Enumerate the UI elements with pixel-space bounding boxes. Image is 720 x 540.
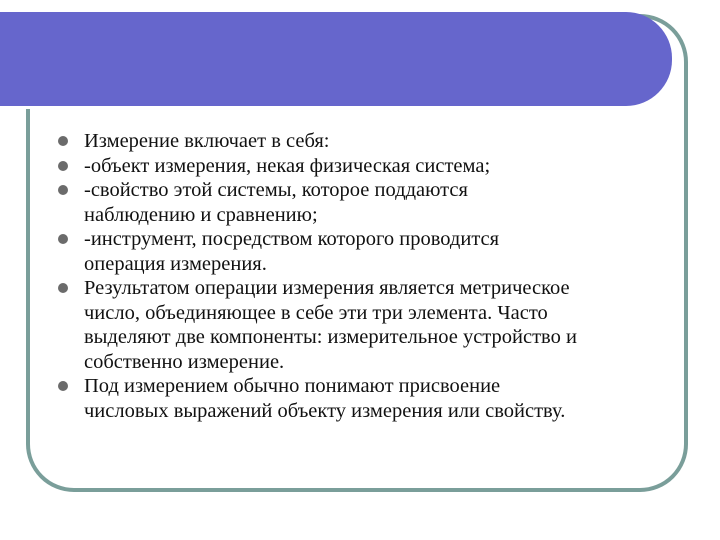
bullet-text: -инструмент, посредством которого проводится операция измерения. (84, 228, 500, 275)
title-banner (0, 12, 672, 106)
bullet-item (56, 374, 686, 423)
bullet-text: -свойство этой системы, которое поддаются наблюдению и сравнению; (84, 179, 468, 226)
bullet-dot-icon (58, 161, 68, 171)
bullet-dot-icon (58, 234, 68, 244)
bullet-text: Под измерением обычно понимают присвоение числовых выражений объекту измерения или свойству. (84, 375, 566, 422)
bullet-text: Измерение включает в себя: (84, 130, 330, 152)
bullet-list (56, 129, 686, 423)
bullet-dot-icon (58, 185, 68, 195)
bullet-dot-icon (58, 283, 68, 293)
bullet-text: Результатом операции измерения является метрическое число, объединяющее в себе эти три элемента. Часто выделяют две компоненты: измерительное устройство и собственно измерение. (84, 277, 577, 373)
bullet-dot-icon (58, 136, 68, 146)
bullet-item (56, 227, 686, 276)
banner-underline (0, 106, 634, 109)
bullet-dot-icon (58, 381, 68, 391)
bullet-text: -объект измерения, некая физическая система; (84, 154, 491, 177)
bullet-item (56, 178, 686, 227)
bullet-item (56, 276, 686, 374)
bullet-item (56, 154, 686, 179)
bullet-item (56, 129, 686, 154)
